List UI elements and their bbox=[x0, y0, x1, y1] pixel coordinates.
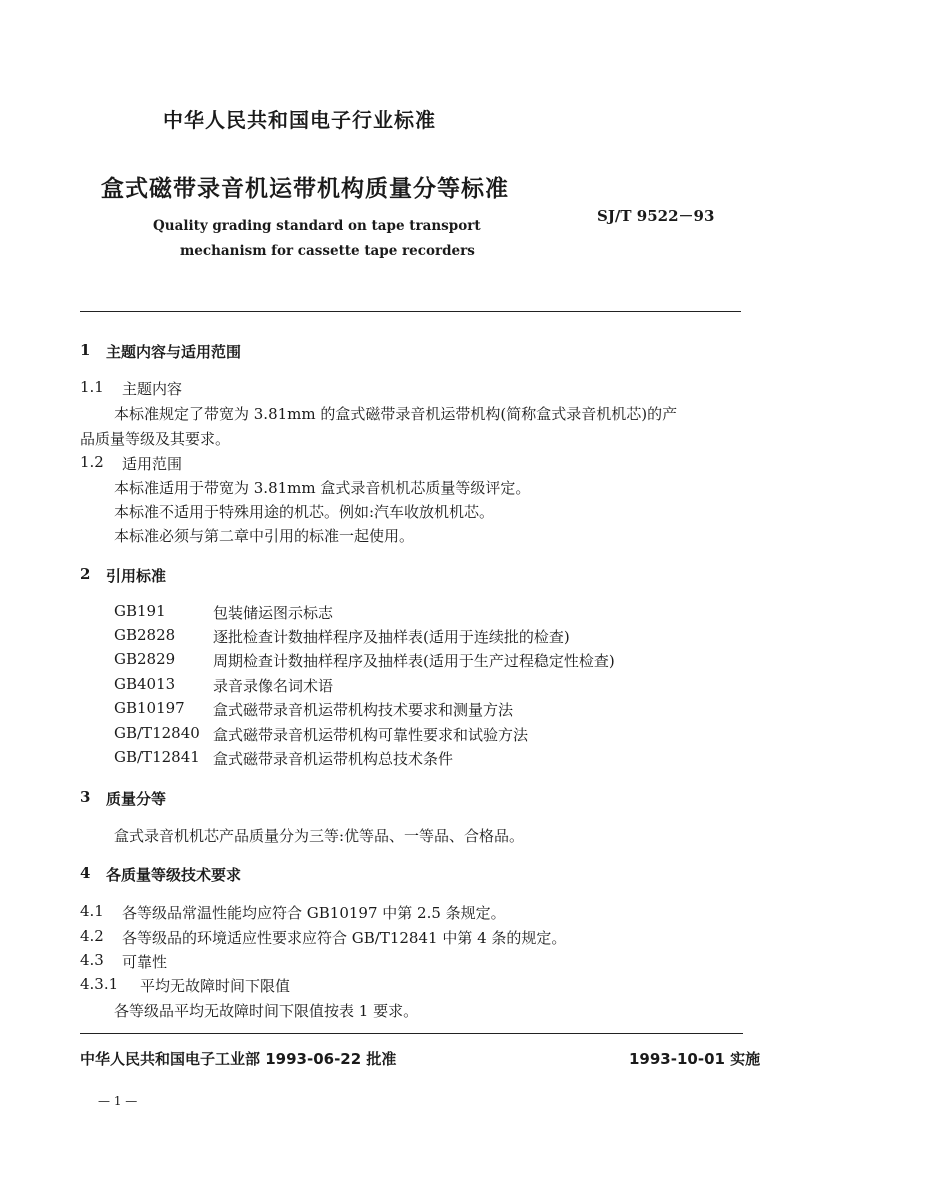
standard-title-en-line2: mechanism for cassette tape recorders bbox=[180, 243, 475, 259]
ref-title: 周期检查计数抽样程序及抽样表(适用于生产过程稳定性检查) bbox=[213, 652, 615, 670]
section-3-para: 盒式录音机机芯产品质量分为三等:优等品、一等品、合格品。 bbox=[114, 827, 525, 845]
page-number: — 1 — bbox=[98, 1094, 138, 1108]
section-2-heading: 引用标准 bbox=[106, 567, 167, 585]
section-3-heading: 质量分等 bbox=[106, 790, 167, 808]
section-4-3-1-number: 4.3.1 bbox=[80, 975, 119, 993]
ref-code: GB/T12841 bbox=[114, 748, 200, 766]
ref-title: 逐批检查计数抽样程序及抽样表(适用于连续批的检查) bbox=[213, 628, 570, 646]
ref-title: 包装储运图示标志 bbox=[213, 604, 334, 622]
section-4-1-text: 各等级品常温性能均应符合 GB10197 中第 2.5 条规定。 bbox=[122, 904, 506, 922]
implementation-date: 1993-10-01 实施 bbox=[629, 1050, 761, 1068]
ref-code: GB2828 bbox=[114, 626, 176, 644]
section-4-2-number: 4.2 bbox=[80, 927, 104, 945]
section-2-number: 2 bbox=[80, 565, 91, 583]
section-1-2-title: 适用范围 bbox=[122, 455, 183, 473]
section-4-3-number: 4.3 bbox=[80, 951, 104, 969]
section-1-1-para-line1: 本标准规定了带宽为 3.81mm 的盒式磁带录音机运带机构(简称盒式录音机机芯)的产 bbox=[114, 405, 678, 423]
section-1-2-number: 1.2 bbox=[80, 453, 104, 471]
section-1-1-para-line2: 品质量等级及其要求。 bbox=[80, 430, 231, 448]
section-1-2-line3: 本标准必须与第二章中引用的标准一起使用。 bbox=[114, 527, 415, 545]
footer-divider bbox=[80, 1033, 743, 1034]
section-4-heading: 各质量等级技术要求 bbox=[106, 866, 242, 884]
section-1-number: 1 bbox=[80, 341, 91, 359]
standard-title-cn: 盒式磁带录音机运带机构质量分等标准 bbox=[101, 176, 509, 202]
section-1-1-number: 1.1 bbox=[80, 378, 104, 396]
ref-title: 盒式磁带录音机运带机构总技术条件 bbox=[213, 750, 454, 768]
approval-line: 中华人民共和国电子工业部 1993-06-22 批准 bbox=[80, 1050, 397, 1068]
section-4-number: 4 bbox=[80, 864, 91, 882]
header-divider bbox=[80, 311, 741, 312]
section-3-number: 3 bbox=[80, 788, 91, 806]
section-1-1-title: 主题内容 bbox=[122, 380, 183, 398]
section-1-2-line2: 本标准不适用于特殊用途的机芯。例如:汽车收放机机芯。 bbox=[114, 503, 495, 521]
section-1-heading: 主题内容与适用范围 bbox=[106, 343, 242, 361]
ref-title: 盒式磁带录音机运带机构技术要求和测量方法 bbox=[213, 701, 514, 719]
section-4-2-text: 各等级品的环境适应性要求应符合 GB/T12841 中第 4 条的规定。 bbox=[122, 929, 567, 947]
ref-title: 盒式磁带录音机运带机构可靠性要求和试验方法 bbox=[213, 726, 529, 744]
section-4-3-1-text: 平均无故障时间下限值 bbox=[140, 977, 291, 995]
ref-title: 录音录像名词术语 bbox=[213, 677, 334, 695]
organization-title: 中华人民共和国电子行业标准 bbox=[163, 108, 436, 132]
standard-title-en-line1: Quality grading standard on tape transport bbox=[153, 218, 481, 234]
section-4-3-text: 可靠性 bbox=[122, 953, 168, 971]
ref-code: GB191 bbox=[114, 602, 166, 620]
standard-number: SJ/T 9522－93 bbox=[597, 207, 715, 225]
section-4-1-number: 4.1 bbox=[80, 902, 104, 920]
section-1-2-line1: 本标准适用于带宽为 3.81mm 盒式录音机机芯质量等级评定。 bbox=[114, 479, 531, 497]
ref-code: GB10197 bbox=[114, 699, 185, 717]
ref-code: GB2829 bbox=[114, 650, 176, 668]
ref-code: GB4013 bbox=[114, 675, 176, 693]
ref-code: GB/T12840 bbox=[114, 724, 200, 742]
section-4-3-1-para: 各等级品平均无故障时间下限值按表 1 要求。 bbox=[114, 1002, 419, 1020]
